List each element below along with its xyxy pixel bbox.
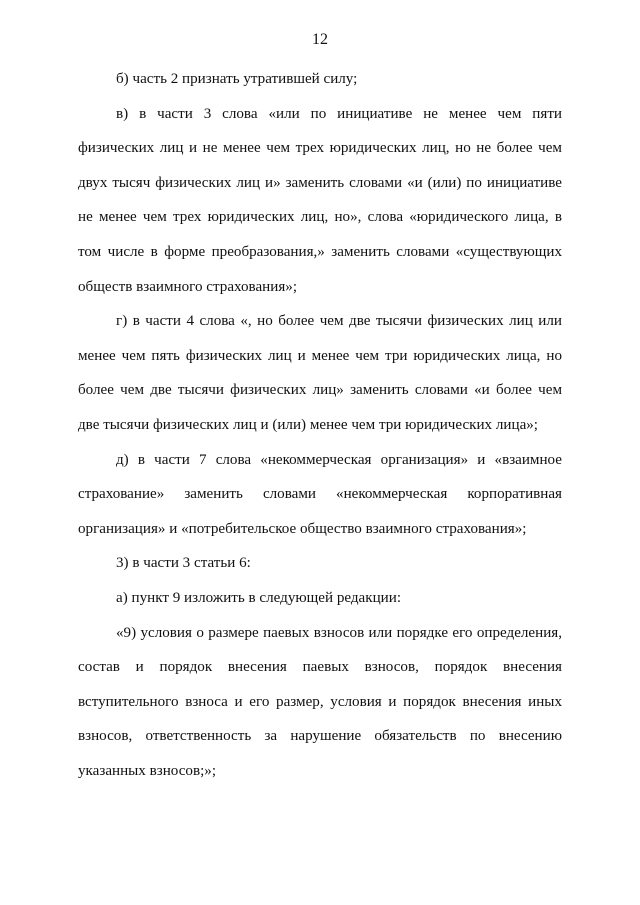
paragraph-item-3: 3) в части 3 статьи 6: <box>116 555 251 572</box>
page-number: 12 <box>312 31 328 48</box>
paragraph-clause-9: «9) условия о размере паевых взносов или порядке его определения, состав и порядок внесения паевых взносов, порядок внесения вступительного взноса и его размер, условия и порядок внесения иных взносов, ответственность за нарушение обязательств по внесению указанных взносов;»; <box>78 624 562 779</box>
paragraph-d: д) в части 7 слова «некоммерческая организация» и «взаимное страхование» заменить словами «некоммерческая корпоративная организация» и «потребительское общество взаимного страхования»; <box>78 451 562 537</box>
paragraph-b: б) часть 2 признать утратившей силу; <box>116 71 358 87</box>
paragraph-v: в) в части 3 слова «или по инициативе не менее чем пяти физических лиц и не менее чем трех юридических лиц, но не более чем двух тысяч физических лиц и» заменить словами «и (или) по инициативе не менее чем трех юридических лиц, но», слова «юридического лица, в том числе в форме преобразования,» заменить словами «существующих обществ взаимного страхования»; <box>78 105 562 295</box>
document-body <box>78 62 562 788</box>
paragraph-g: г) в части 4 слова «, но более чем две тысячи физических лиц или менее чем пять физических лиц и менее чем три юридических лица, но более чем две тысячи физических лиц» заменить словами «и более чем две тысячи физических лиц и (или) менее чем три юридических лица»; <box>78 313 562 433</box>
paragraph-a: а) пункт 9 изложить в следующей редакции: <box>116 589 402 606</box>
